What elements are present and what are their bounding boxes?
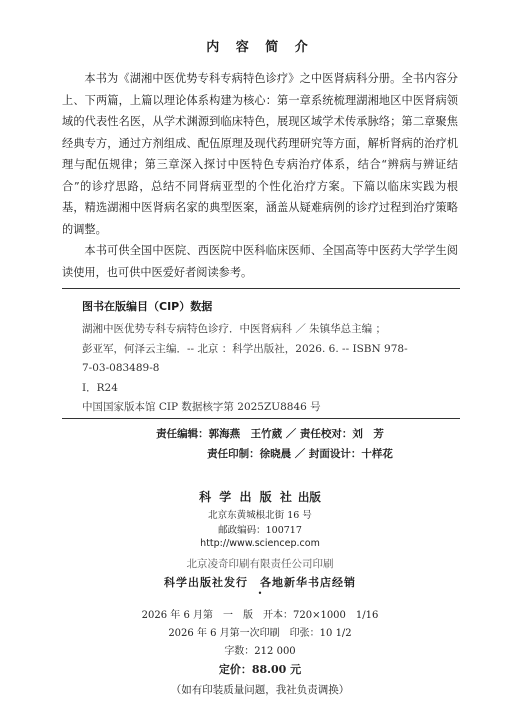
- quality-notice: （如有印装质量问题，我社负责调换）: [170, 684, 350, 696]
- cip-bottom-rule: [62, 418, 460, 419]
- distribution-line: 科学出版社发行 各地新华书店经销: [164, 576, 356, 589]
- publisher-zip: 邮政编码：100717: [218, 525, 302, 536]
- cip-line-3: 7-03-083489-8: [82, 362, 160, 374]
- intro-paragraph-1: 本书为《湖湘中医优势专科专病特色诊疗》之中医肾病科分册。全书内容分上、下两篇，上篇以理论体系构建为核心：第一章系统梳理湖湘地区中医肾病领域的代表性名医，从学术渊源到临床特色，展现区域学术传承脉络；第二章聚焦经典专方，通过方剂组成、配伍原理及现代药理研究等方面，解析肾病的治疗机理与配伍规律；第三章深入探讨中医特色专病治疗体系，结合“辨病与辨证结合”的诊疗思路，总结不同肾病亚型的个性化治疗方案。下篇以临床实践为根基，精选湖湘中医肾病名家的典型医案，涵盖从疑难病例的诊疗过程到治疗策略的调整。: [62, 72, 458, 236]
- publisher-name: [0, 488, 520, 505]
- staff-production: 责任印制：徐晓晨 ／ 封面设计：十样花: [207, 448, 393, 460]
- cip-body: [82, 320, 462, 418]
- publisher-address: 北京东黄城根北街 16 号: [208, 510, 312, 521]
- printing-info: 2026 年 6 月第一次印刷 印张：10 1/2: [168, 628, 352, 639]
- separator-dot: •: [257, 589, 263, 598]
- publisher-suffix: 出版: [297, 490, 321, 504]
- price: 定价：88.00 元: [218, 663, 302, 676]
- word-count: 字数：212 000: [224, 646, 296, 657]
- cip-heading: 图书在版编目（CIP）数据: [82, 300, 213, 313]
- cip-top-rule: [62, 288, 460, 289]
- page-title: 内 容 简 介: [206, 40, 314, 55]
- intro-section: [62, 68, 458, 283]
- printer-line: 北京凌奇印刷有限责任公司印刷: [186, 558, 334, 570]
- staff-editors: 责任编辑：郭海燕 王竹葳 ／ 责任校对：刘 芳: [156, 428, 384, 440]
- cip-line-2: 彭亚军，何泽云主编．-- 北京 ：科学出版社，2026. 6. -- ISBN 978-: [82, 342, 408, 355]
- cip-line-1: 湖湘中医优势专科专病特色诊疗．中医肾病科 ／ 朱镇华总主编 ；: [82, 323, 387, 335]
- publisher-brand-logo: 科 学 出 版 社: [199, 490, 294, 504]
- intro-paragraph-2: 本书可供全国中医院、西医院中医科临床医师、全国高等中医药大学学生阅读使用，也可供中医爱好者阅读参考。: [62, 244, 458, 279]
- publisher-url: http://www.sciencep.com: [200, 538, 320, 549]
- cip-line-4: Ⅰ．R24: [82, 381, 118, 394]
- edition-info: 2026 年 6 月第 一 版 开本：720×1000 1/16: [141, 610, 379, 621]
- cip-line-5: 中国国家版本馆 CIP 数据核字第 2025ZU8846 号: [82, 401, 321, 413]
